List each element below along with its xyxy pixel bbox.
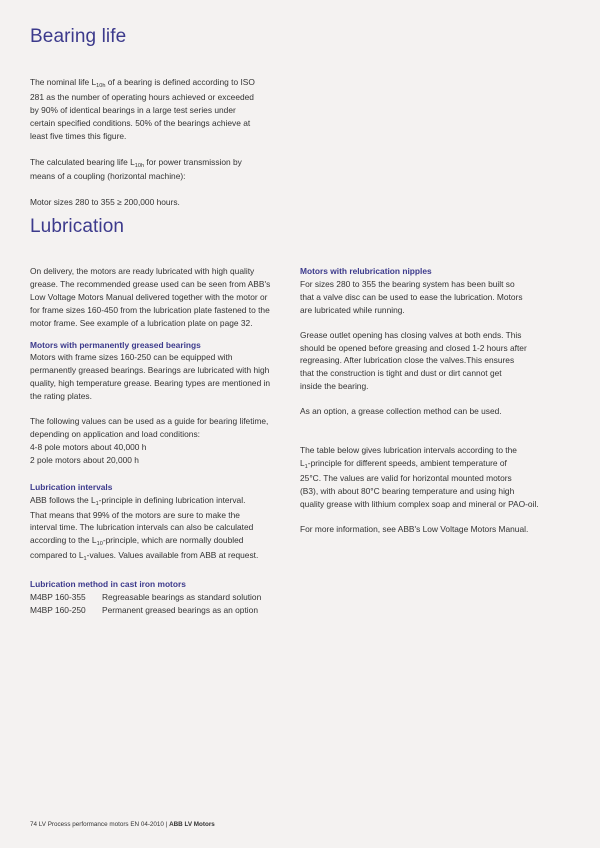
lubrication-right-column — [300, 265, 570, 536]
bearing-life-heading: Bearing life — [30, 26, 127, 47]
lubrication-intervals-text: ABB follows the $L_1$-principle in defining lubrication interval. That means that 99% of the motors are sure to make the interval time. The lubrication intervals can also be calculated according to the $L_{10}$-principle, which are normally doubled compared to $L_1$-values. Values available from ABB at request. — [30, 494, 259, 563]
cast-iron-code: M4BP 160-355 — [30, 592, 86, 603]
footer-text: 74 LV Process performance motors EN 04-2010 | — [30, 821, 170, 828]
lubrication-intro: On delivery, the motors are ready lubricated with high quality grease. The recommended grease used can be seen from ABB's Low Voltage Motors Manual delivered together with the motor or for frame sizes 160-450 from the lubrication plate fastened to the motor frame. See example of a lubrication plate on page 32. — [30, 266, 271, 328]
lubrication-heading: Lubrication — [30, 216, 125, 237]
relubrication-nipples-heading: Motors with relubrication nipples — [300, 266, 432, 276]
permanently-greased-text: Motors with frame sizes 160-250 can be equipped with permanently greased bearings. Bearings are lubricated with high quality, high temperature grease. Bearing types are mentioned in the rating plates. — [30, 352, 271, 402]
grease-outlet-text: Grease outlet opening has closing valves at both ends. This should be opened before greasing and closed 1-2 hours after regreasing. After lubrication close the valves.This ensures that the construction is tight and dust or dirt cannot get inside the bearing. — [300, 329, 527, 392]
bearing-life-motor-sizes: Motor sizes 280 to 355 ≥ 200,000 hours. — [30, 197, 180, 208]
lubrication-intervals-heading: Lubrication intervals — [30, 481, 113, 492]
lubrication-left-column — [30, 265, 292, 617]
cast-iron-method-heading: Lubrication method in cast iron motors — [30, 579, 186, 590]
bearing-life-paragraph-2: The calculated bearing life $L_{10h}$ for power transmission by means of a coupling (horizontal machine): — [30, 156, 242, 182]
page-footer — [30, 821, 215, 828]
bearing-life-text — [30, 76, 300, 209]
cast-iron-description: Permanent greased bearings as an option — [102, 604, 258, 615]
footer-brand: ABB LV Motors — [169, 821, 215, 828]
more-information-text: For more information, see ABB's Low Voltage Motors Manual. — [300, 523, 529, 534]
bearing-lifetime-guide: The following values can be used as a guide for bearing lifetime, depending on application and load conditions: 4-8 pole motors about 40,000 h 2 pole motors about 20,000 h — [30, 416, 269, 465]
cast-iron-description: Regreasable bearings as standard solution — [102, 592, 262, 603]
lubrication-table-intro: The table below gives lubrication intervals according to the $L_1$-principle for different speeds, ambient temperature of 25°C. The values are valid for horizontal mounted motors (B3), with about 80°C bearing temperature and using high quality grease with lithium complex soap and mineral or PAO-oil. — [300, 445, 539, 509]
cast-iron-row — [30, 604, 292, 617]
bearing-life-paragraph-1: The nominal life $L_{10h}$ of a bearing is defined according to ISO 281 as the number of operating hours achieved or exceeded by 90% of identical bearings in a large test series under certain specified conditions. 50% of the bearings achieve at least five times this figure. — [30, 77, 255, 141]
grease-collection-option: As an option, a grease collection method can be used. — [300, 406, 502, 417]
permanently-greased-heading: Motors with permanently greased bearings — [30, 339, 201, 350]
cast-iron-row — [30, 591, 292, 604]
cast-iron-code: M4BP 160-250 — [30, 604, 86, 615]
relubrication-nipples-text: For sizes 280 to 355 the bearing system has been built so that a valve disc can be used to ease the lubrication. Motors are lubricated while running. — [300, 278, 523, 315]
